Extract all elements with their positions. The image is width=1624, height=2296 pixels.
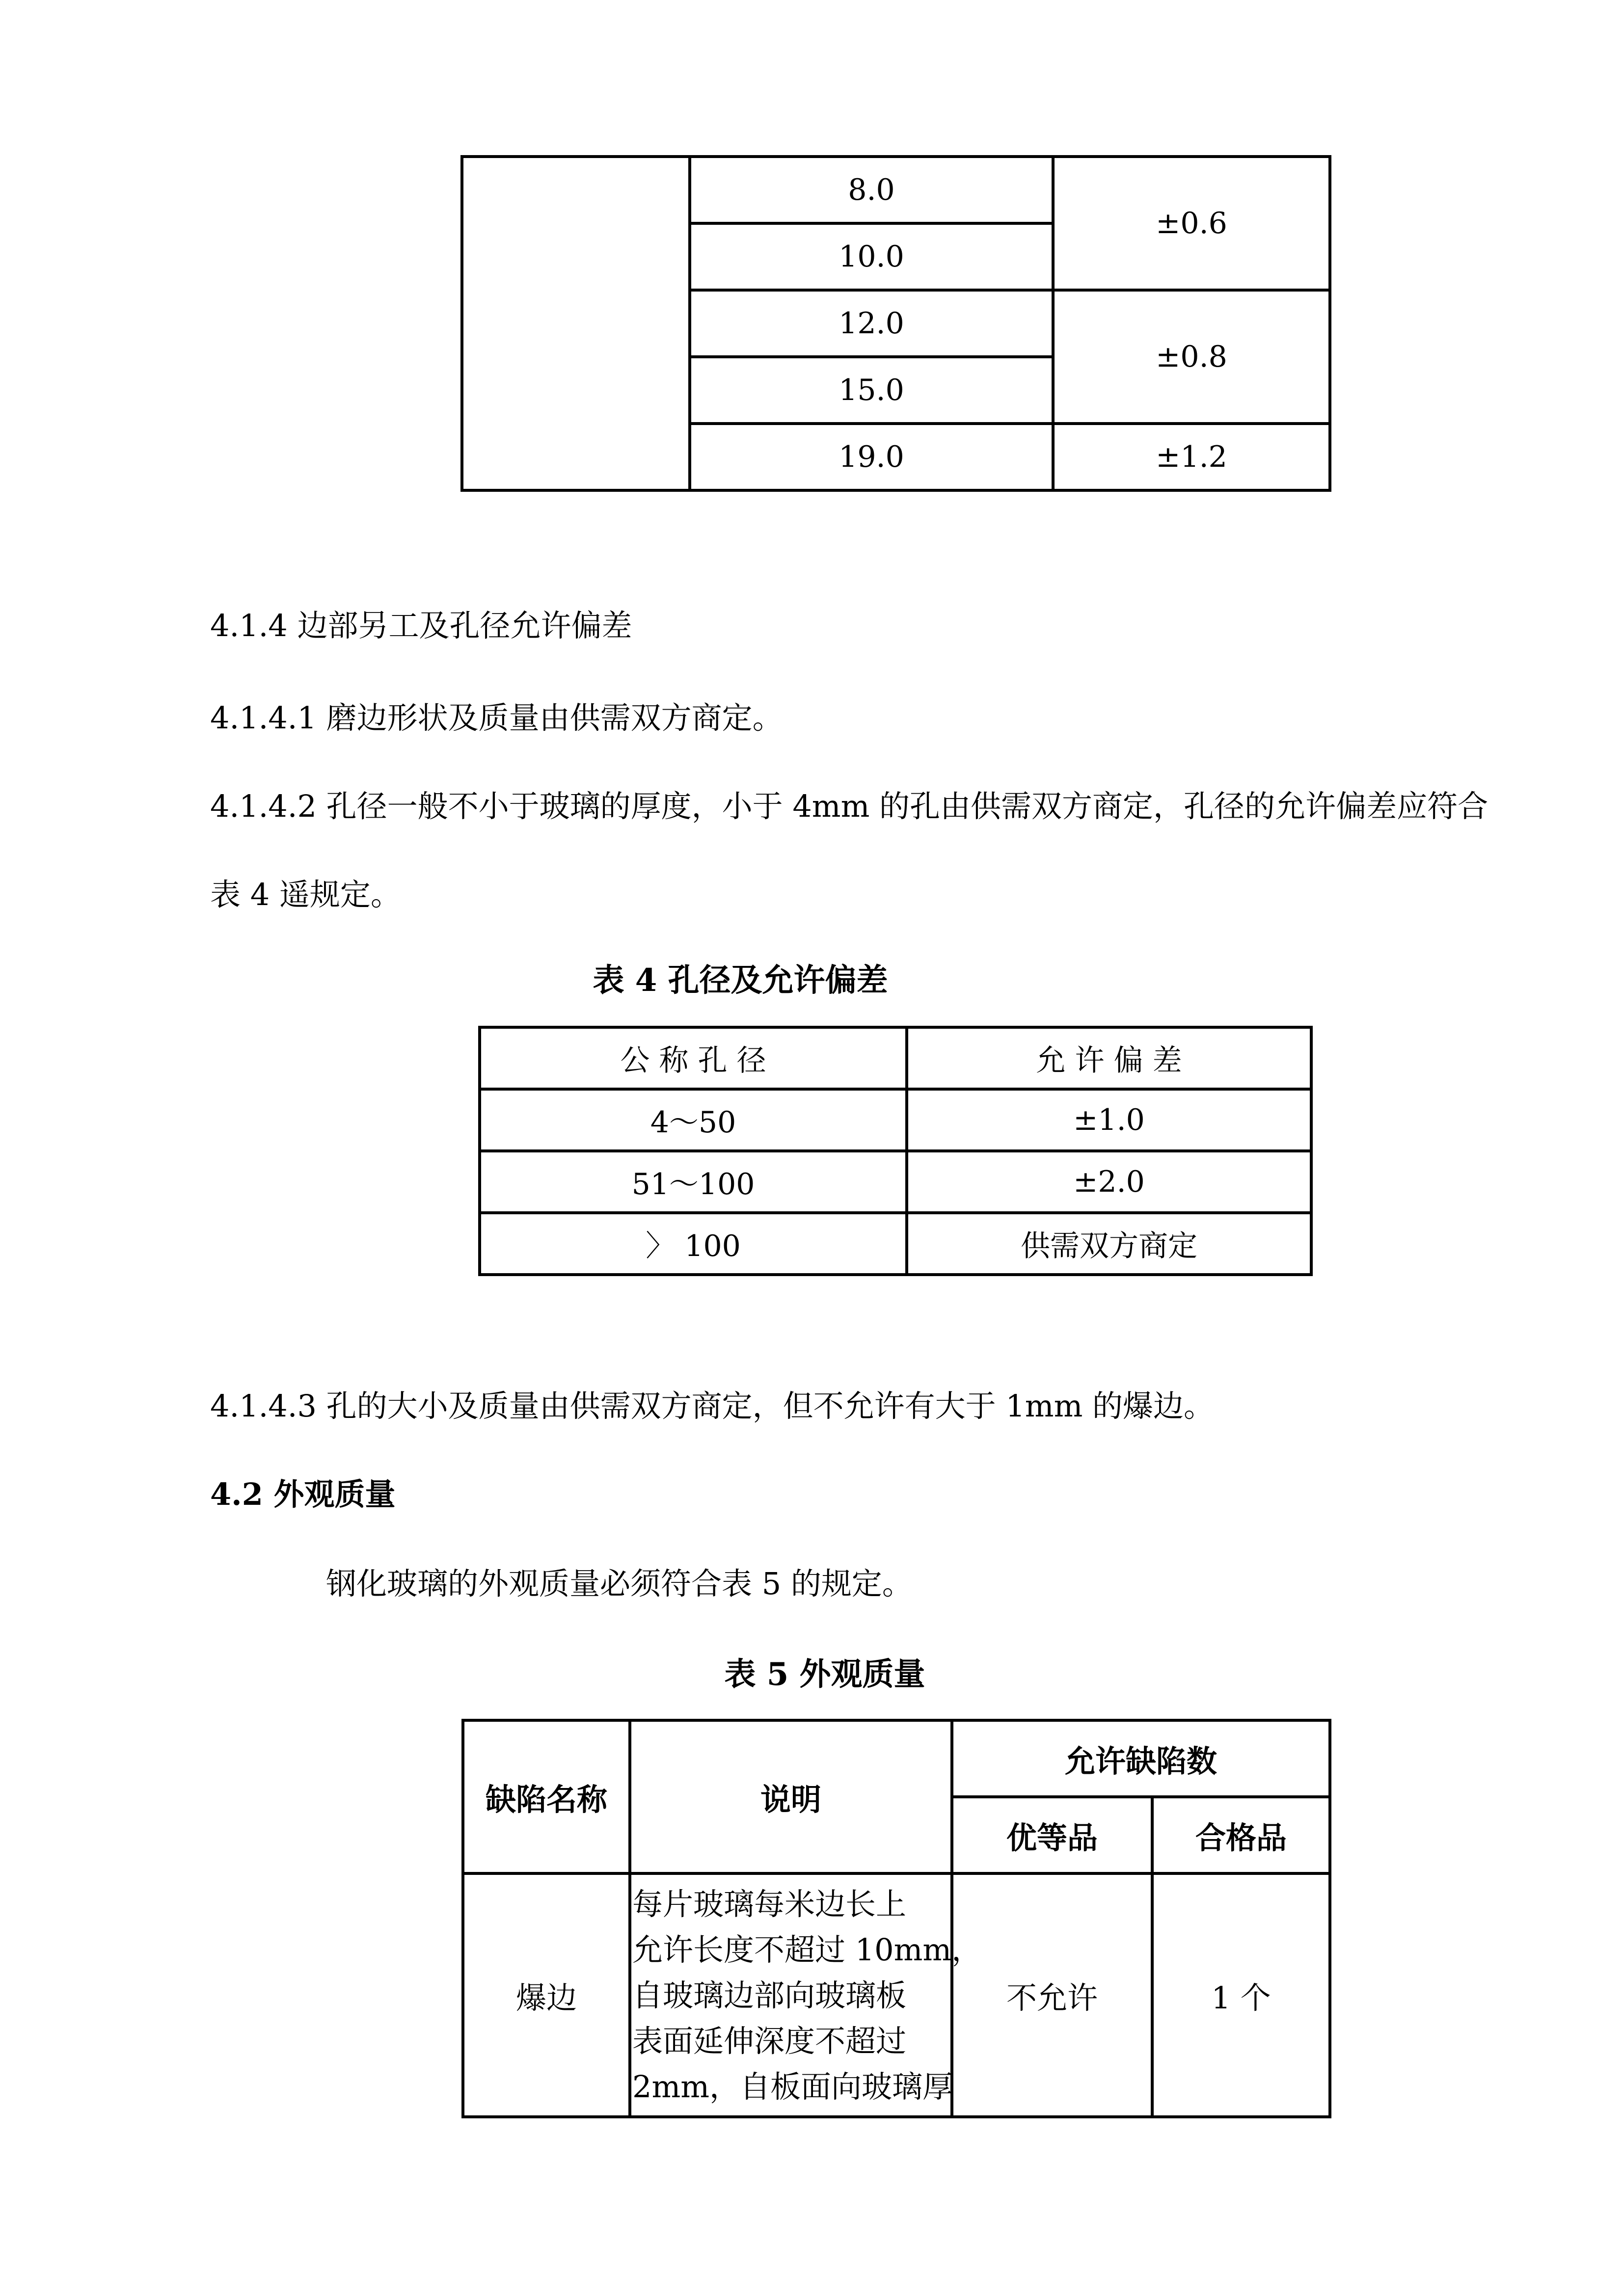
table-cell: ±0.6: [1053, 157, 1330, 290]
section-4-1-4: 4.1.4 边部另工及孔径允许偏差: [210, 608, 632, 643]
table-cell: 51～100: [480, 1151, 907, 1213]
table-cell: 〉 100: [480, 1213, 907, 1275]
desc-line: 允许长度不超过 10mm，: [632, 1931, 982, 1968]
table3-continuation: [460, 155, 1331, 492]
table-cell: 8.0: [690, 157, 1053, 223]
table5-header-grade2: 合格品: [1152, 1797, 1330, 1873]
table-cell: 12.0: [690, 290, 1053, 357]
table5-header-name: 缺陷名称: [463, 1720, 630, 1873]
section-4-1-4-2-cont: 表 4 遥规定。: [210, 877, 401, 912]
table-cell: ±2.0: [907, 1151, 1311, 1213]
table5-header-desc: 说明: [630, 1720, 952, 1873]
section-4-1-4-3: 4.1.4.3 孔的大小及质量由供需双方商定，但不允许有大于 1mm 的爆边。: [210, 1388, 1215, 1424]
section-4-2-body: 钢化玻璃的外观质量必须符合表 5 的规定。: [326, 1566, 913, 1602]
desc-line: 表面延伸深度不超过: [632, 2023, 907, 2059]
table-cell: 19.0: [690, 424, 1053, 490]
table-cell: 15.0: [690, 357, 1053, 424]
section-4-1-4-2: 4.1.4.2 孔径一般不小于玻璃的厚度，小于 4mm 的孔由供需双方商定，孔径的允许偏差应符合: [210, 788, 1489, 824]
table-cell: 10.0: [690, 223, 1053, 290]
table5-grade2-value: 1 个: [1152, 1873, 1330, 2117]
table-cell: ±1.2: [1053, 424, 1330, 490]
table4-header-tolerance: 允 许 偏 差: [907, 1027, 1311, 1089]
section-4-1-4-1: 4.1.4.1 磨边形状及质量由供需双方商定。: [210, 700, 783, 736]
table4-header-nominal: 公 称 孔 径: [480, 1027, 907, 1089]
table5-defect-name: 爆边: [463, 1873, 630, 2117]
table3-empty-cell: [462, 157, 690, 490]
section-4-2-heading: 4.2 外观质量: [210, 1476, 396, 1512]
table4-caption: 表 4 孔径及允许偏差: [593, 962, 888, 999]
table5-grade1-value: 不允许: [952, 1873, 1152, 2117]
desc-line: 自玻璃边部向玻璃板: [632, 1977, 907, 2013]
table-cell: ±1.0: [907, 1089, 1311, 1151]
table5-defect-desc: [630, 1873, 982, 2117]
desc-line: 每片玻璃每米边长上: [632, 1886, 907, 1922]
table5-header-allowed: 允许缺陷数: [952, 1720, 1330, 1797]
table-cell: ±0.8: [1053, 290, 1330, 424]
table4: [478, 1026, 1313, 1276]
table5: [461, 1719, 1331, 2118]
table-cell: 供需双方商定: [907, 1213, 1311, 1275]
table5-header-grade1: 优等品: [952, 1797, 1152, 1873]
desc-line: 2mm，自板面向玻璃厚: [632, 2068, 953, 2105]
table-cell: 4～50: [480, 1089, 907, 1151]
table5-caption: 表 5 外观质量: [724, 1656, 925, 1693]
